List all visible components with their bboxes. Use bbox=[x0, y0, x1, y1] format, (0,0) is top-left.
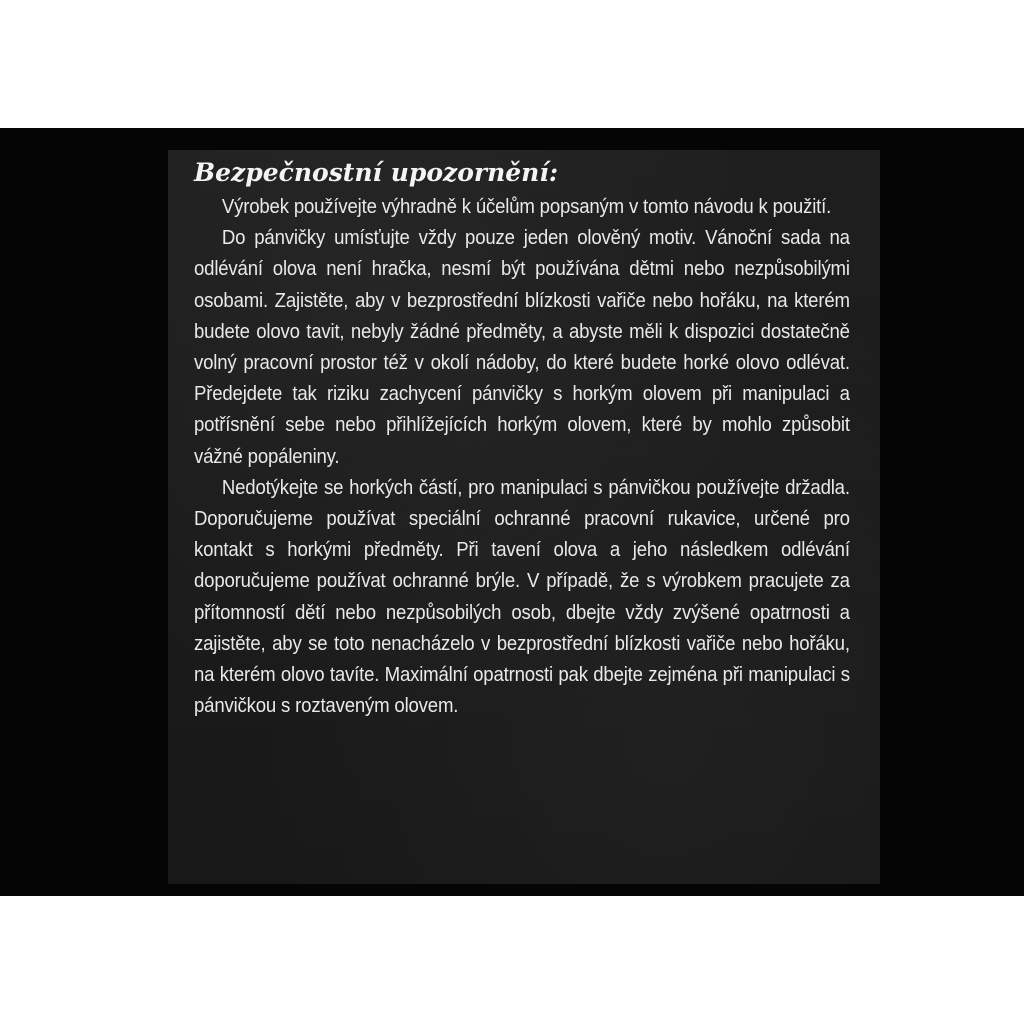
safety-notice-body bbox=[194, 192, 850, 722]
safety-notice-panel bbox=[168, 150, 880, 884]
safety-notice-title: Bezpečnostní upozornění: bbox=[194, 158, 559, 187]
safety-notice-paragraph-3: Nedotýkejte se horkých částí, pro manipulaci s pánvičkou používejte držadla. Doporučujeme používat speciální ochranné pracovní rukavice, určené pro kontakt s horkými předměty. Při tavení olova a jeho následkem odlévání doporučujeme používat ochranné brýle. V případě, že s výrobkem pracujete za přítomností dětí nebo nezpůsobilých osob, dbejte vždy zvýšené opatrnosti a zajistěte, aby se toto nenacházelo v bezprostřední blízkosti vařiče nebo hořáku, na kterém olovo tavíte. Maximální opatrnosti pak dbejte zejména při manipulaci s pánvičkou s roztaveným olovem. bbox=[194, 476, 850, 718]
safety-notice-paragraph-2: Do pánvičky umísťujte vždy pouze jeden olověný motiv. Vánoční sada na odlévání olova není hračka, nesmí být používána dětmi nebo nezpůsobilými osobami. Zajistěte, aby v bezprostřední blízkosti vařiče nebo hořáku, na kterém budete olovo tavit, nebyly žádné předměty, a abyste měli k dispozici dostatečně volný pracovní prostor též v okolí nádoby, do které budete horké olovo odlévat. Předejdete tak riziku zachycení pánvičky s horkým olovem při manipulaci a potřísnění sebe nebo přihlížejících horkým olovem, které by mohlo způsobit vážné popáleniny. bbox=[194, 227, 850, 468]
safety-notice-paragraph-1: Výrobek používejte výhradně k účelům popsaným v tomto návodu k použití. bbox=[221, 196, 832, 218]
